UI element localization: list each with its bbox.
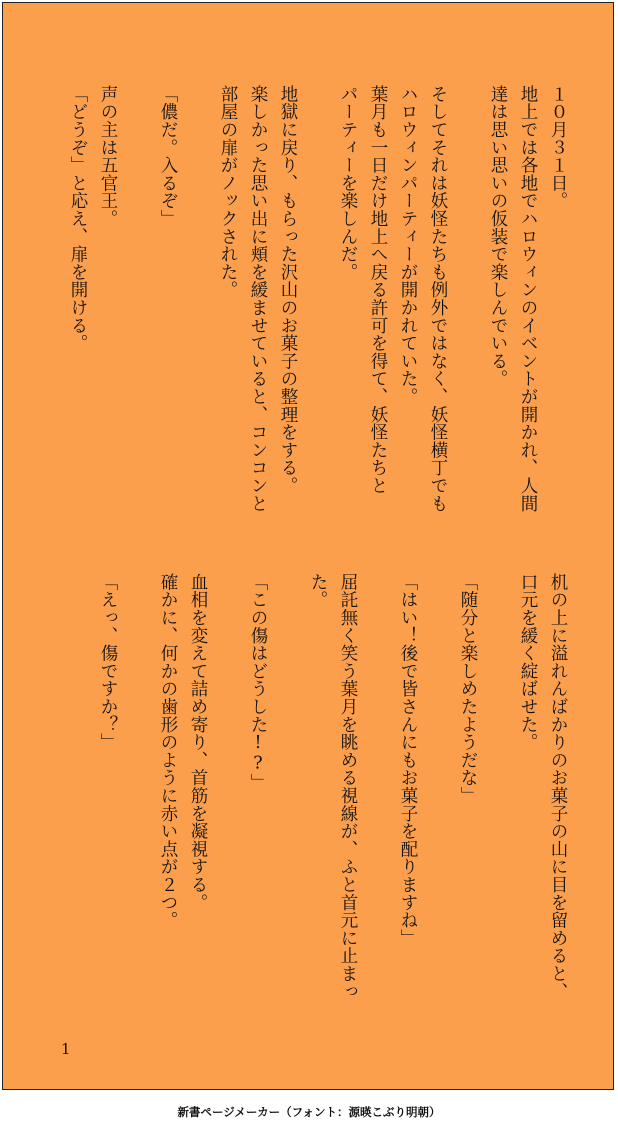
top-line-1: １０月３１日。	[548, 85, 568, 210]
bottom-line-6: 「はい！後で皆さんにもお菓子を配りますね」	[398, 573, 418, 947]
top-line-7: 葉月も一日だけ地上へ戻る許可を得て、妖怪たちと	[368, 85, 388, 495]
top-line-3: 達は思い思いの仮装で楽しんでいる。	[488, 85, 508, 388]
bottom-line-14: 確かに、何かの歯形のように赤い点が２つ。	[158, 573, 178, 929]
bottom-line-2: 口元を緩く綻ばせた。	[518, 573, 538, 751]
bottom-line-11: 「この傷はどうした!?」	[248, 573, 268, 792]
bottom-line-13: 血相を変えて詰め寄り、首筋を凝視する。	[188, 573, 208, 912]
top-line-16: 声の主は五官王。	[98, 85, 118, 228]
bottom-line-9: た。	[308, 573, 328, 609]
top-line-14: 「儂だ。入るぞ」	[158, 85, 178, 228]
bottom-line-1: 机の上に溢れんばかりのお菓子の山に目を留めると、	[548, 573, 568, 1001]
top-line-17: 「どうぞ」と応え、扉を開ける。	[68, 85, 88, 352]
bottom-line-8: 屈託無く笑う葉月を眺める視線が、ふと首元に止まっ	[338, 573, 358, 1001]
top-line-12: 部屋の扉がノックされた。	[218, 85, 238, 299]
top-line-10: 地獄に戻り、もらった沢山のお菓子の整理をする。	[278, 85, 298, 495]
credit-text: 新書ページメーカー（フォント：源暎こぶり明朝）	[177, 1105, 441, 1119]
bottom-line-16: 「えっ、傷ですか？」	[98, 573, 118, 751]
page-number: 1	[61, 1040, 71, 1058]
bottom-line-4: 「随分と楽しめたようだな」	[458, 573, 478, 805]
novel-page	[2, 2, 614, 1090]
top-line-6: ハロウィンパーティーが開かれていた。	[398, 85, 418, 406]
top-line-2: 地上では各地でハロウィンのイベントが開かれ、人間	[518, 85, 538, 513]
top-line-11: 楽しかった思い出に頬を緩ませていると、コンコンと	[248, 85, 268, 513]
top-line-8: パーティーを楽しんだ。	[338, 85, 358, 281]
top-line-5: そしてそれは妖怪たちも例外ではなく、妖怪横丁でも	[428, 85, 448, 513]
